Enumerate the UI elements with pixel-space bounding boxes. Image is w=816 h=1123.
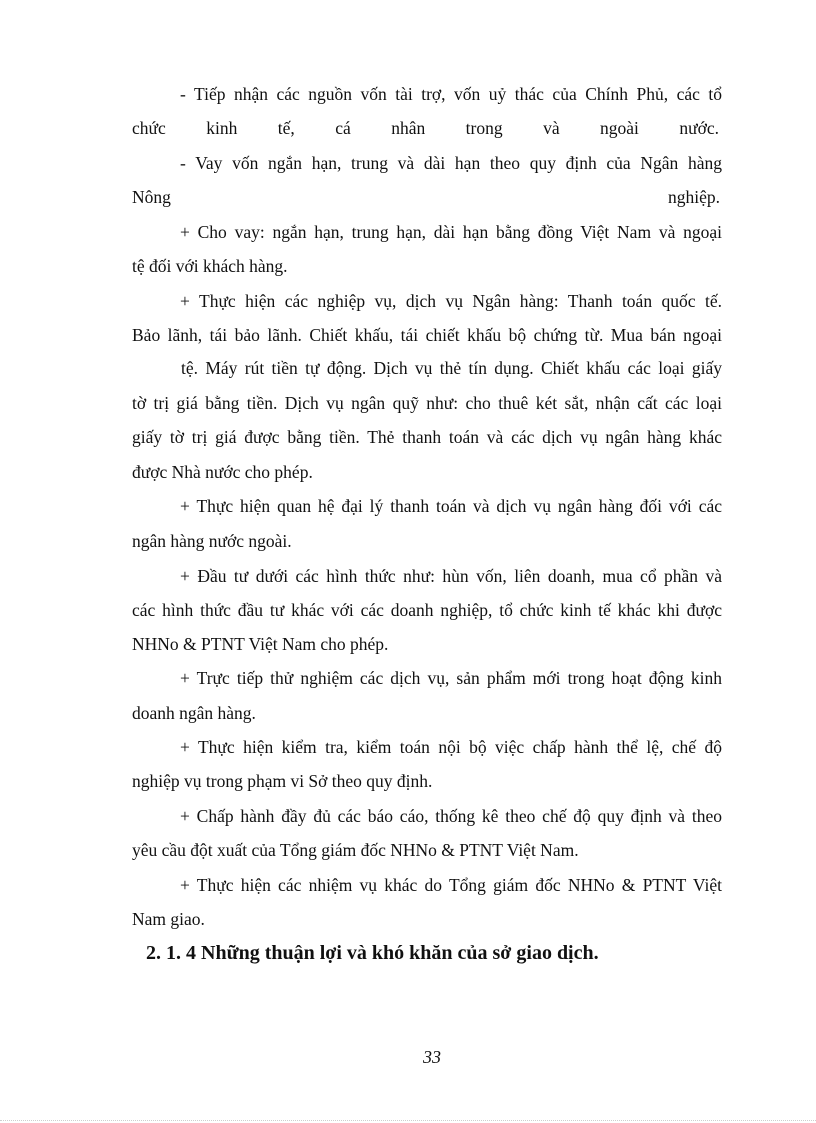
text-line: nghiệp vụ trong phạm vi Sở theo quy định.	[132, 771, 433, 791]
text-line: + Đầu tư dưới các hình thức như: hùn vốn, liên doanh, mua cổ phần và	[180, 566, 722, 586]
text-line: + Thực hiện quan hệ đại lý thanh toán và dịch vụ ngân hàng đối với các	[180, 496, 722, 516]
text-line: + Cho vay: ngắn hạn, trung hạn, dài hạn bằng đồng Việt Nam và ngoại	[180, 222, 722, 242]
section-heading: 2. 1. 4 Những thuận lợi và khó khăn của sở giao dịch.	[146, 942, 599, 964]
text-line: tờ trị giá bằng tiền. Dịch vụ ngân quỹ như: cho thuê két sắt, nhận cất các loại	[132, 393, 722, 413]
text-line: Nam giao.	[132, 909, 205, 929]
text-line: Nông nghiệp.	[132, 187, 720, 207]
text-line: doanh ngân hàng.	[132, 703, 256, 723]
text-line: - Vay vốn ngắn hạn, trung và dài hạn theo quy định của Ngân hàng	[180, 153, 722, 173]
text-line: được Nhà nước cho phép.	[132, 462, 313, 482]
text-line: tệ đối với khách hàng.	[132, 256, 288, 276]
text-line: tệ. Máy rút tiền tự động. Dịch vụ thẻ tín dụng. Chiết khấu các loại giấy	[181, 358, 722, 378]
text-line: Bảo lãnh, tái bảo lãnh. Chiết khấu, tái chiết khấu bộ chứng từ. Mua bán ngoại	[132, 325, 722, 345]
text-line: + Chấp hành đầy đủ các báo cáo, thống kê theo chế độ quy định và theo	[180, 806, 722, 826]
text-line: giấy tờ trị giá được bằng tiền. Thẻ thanh toán và các dịch vụ ngân hàng khác	[132, 427, 722, 447]
text-line: + Trực tiếp thử nghiệm các dịch vụ, sản phẩm mới trong hoạt động kinh	[180, 668, 722, 688]
text-line: chức kinh tế, cá nhân trong và ngoài nước.	[132, 118, 719, 138]
page-bottom-rule	[0, 1120, 816, 1121]
text-line: + Thực hiện các nhiệm vụ khác do Tổng giám đốc NHNo & PTNT Việt	[180, 875, 722, 895]
page-number: 33	[423, 1047, 441, 1067]
text-line: + Thực hiện các nghiệp vụ, dịch vụ Ngân hàng: Thanh toán quốc tế.	[180, 291, 722, 311]
text-line: NHNo & PTNT Việt Nam cho phép.	[132, 634, 389, 654]
text-line: + Thực hiện kiểm tra, kiểm toán nội bộ việc chấp hành thể lệ, chế độ	[180, 737, 722, 757]
text-line: các hình thức đầu tư khác với các doanh nghiệp, tổ chức kinh tế khác khi được	[132, 600, 722, 620]
text-line: ngân hàng nước ngoài.	[132, 531, 292, 551]
text-line: yêu cầu đột xuất của Tổng giám đốc NHNo & PTNT Việt Nam.	[132, 840, 579, 860]
text-line: - Tiếp nhận các nguồn vốn tài trợ, vốn uỷ thác của Chính Phủ, các tổ	[180, 84, 722, 104]
